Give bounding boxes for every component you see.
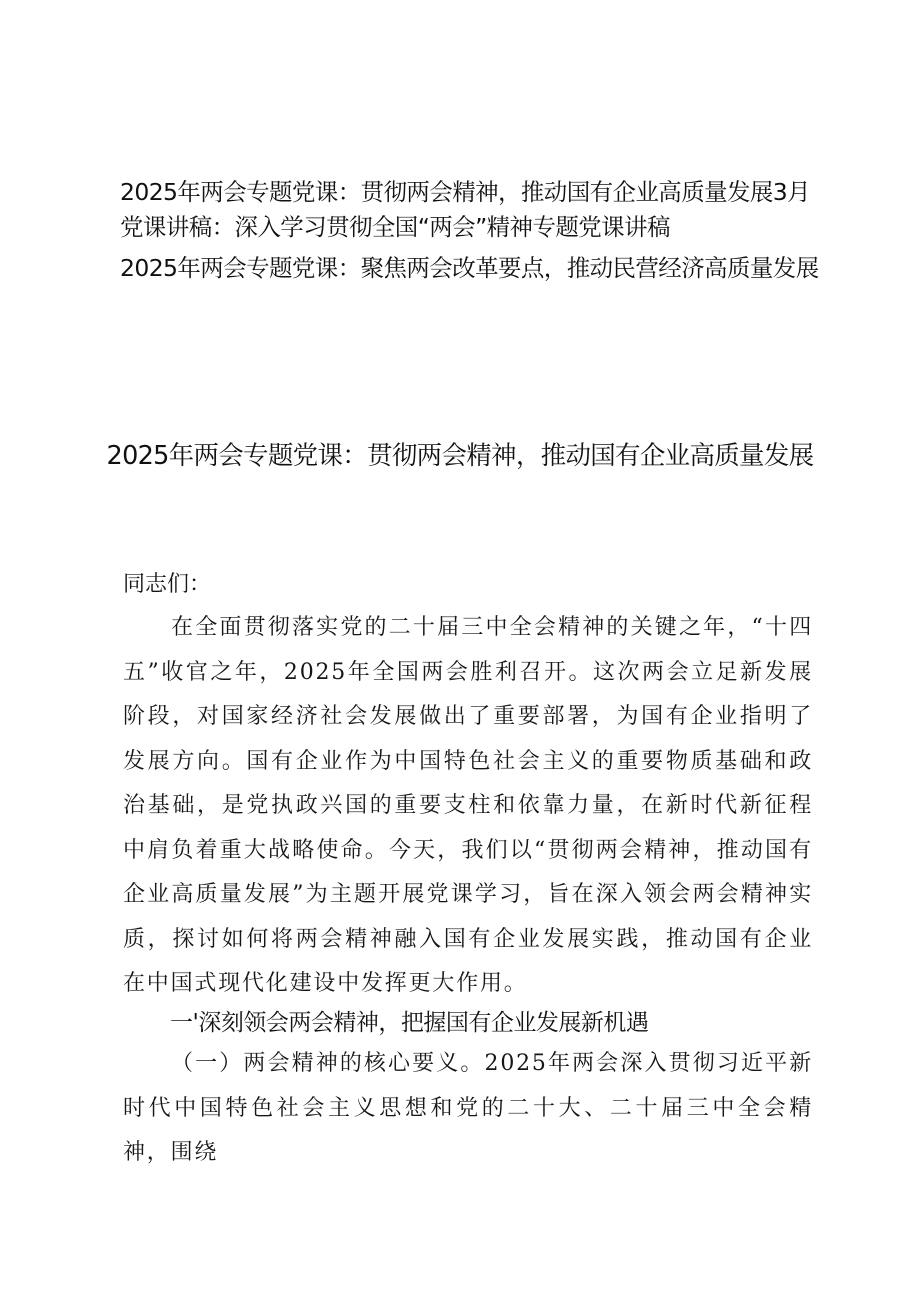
section-heading-1: 一'深刻领会两会精神，把握国有企业发展新机遇 <box>170 1010 649 1036</box>
body-paragraph-2: （一）两会精神的核心要义。2025年两会深入贯彻习近平新时代中国特色社会主义思想和党的二十大、二十届三中全会精神，围绕 <box>123 1051 813 1165</box>
salutation: 同志们： <box>123 572 212 597</box>
table-of-contents <box>120 175 820 286</box>
document-title: 2025年两会专题党课：贯彻两会精神，推动国有企业高质量发展 <box>106 441 814 471</box>
body-paragraph-1: 在全面贯彻落实党的二十届三中全会精神的关键之年，“十四五”收官之年，2025年全国两会胜利召开。这次两会立足新发展阶段，对国家经济社会发展做出了重要部署，为国有企业指明了发展方向。国有企业作为中国特色社会主义的重要物质基础和政治基础，是党执政兴国的重要支柱和依靠力量，在新时代新征程中肩负着重大战略使命。今天，我们以“贯彻两会精神，推动国有企业高质量发展”为主题开展党课学习，旨在深入领会两会精神实质，探讨如何将两会精神融入国有企业发展实践，推动国有企业在中国式现代化建设中发挥更大作用。 <box>123 615 813 996</box>
toc-entry-1[interactable]: 2025年两会专题党课：贯彻两会精神，推动国有企业高质量发展3月党课讲稿：深入学习贯彻全国“两会”精神专题党课讲稿 <box>120 178 811 241</box>
toc-entry-2[interactable]: 2025年两会专题党课：聚焦两会改革要点，推动民营经济高质量发展 <box>120 254 819 282</box>
